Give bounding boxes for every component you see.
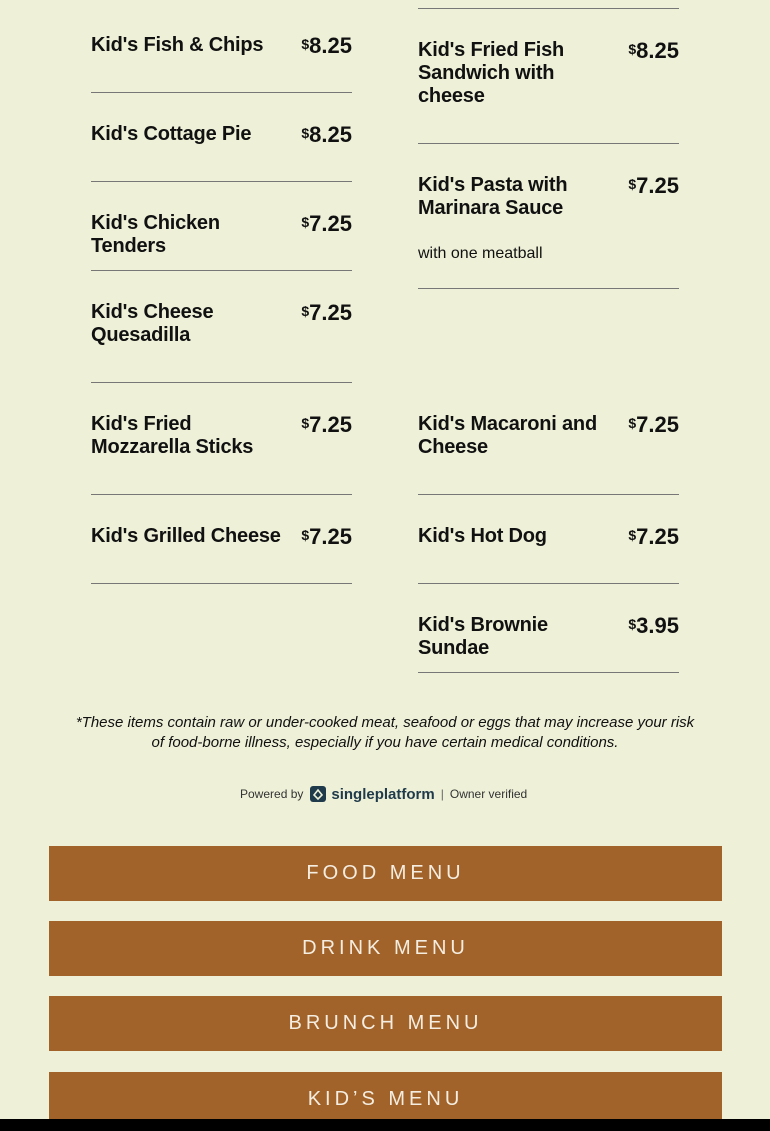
brunch-menu-button[interactable]: BRUNCH MENU [49, 996, 722, 1051]
price-value: 7.25 [309, 412, 352, 437]
bottom-bar [0, 1119, 770, 1131]
kids-menu-button[interactable]: KID’S MENU [49, 1072, 722, 1127]
powered-by-label: Powered by [240, 787, 304, 801]
item-name: Kid's Pasta with Marinara Sauce [418, 174, 568, 219]
singleplatform-logo-icon [309, 785, 327, 803]
price-value: 8.25 [636, 38, 679, 63]
divider [418, 494, 679, 495]
item-name: Kid's Fish & Chips [91, 34, 264, 56]
divider [91, 583, 352, 584]
item-name: Kid's Brownie Sundae [418, 614, 548, 659]
divider [91, 92, 352, 93]
divider [418, 288, 679, 289]
item-price [628, 39, 679, 62]
price-value: 7.25 [636, 524, 679, 549]
currency-symbol: $ [628, 176, 637, 192]
currency-symbol: $ [628, 415, 637, 431]
item-name: Kid's Grilled Cheese [91, 525, 281, 547]
currency-symbol: $ [628, 616, 637, 632]
item-name: Kid's Cheese Quesadilla [91, 301, 214, 346]
item-price [628, 614, 679, 637]
item-name: Kid's Fried Fish Sandwich with cheese [418, 39, 565, 107]
drink-menu-button[interactable]: DRINK MENU [49, 921, 722, 976]
item-price [301, 212, 352, 235]
divider [91, 181, 352, 182]
item-name: Kid's Chicken Tenders [91, 212, 220, 257]
item-price [301, 34, 352, 57]
currency-symbol: $ [301, 125, 310, 141]
currency-symbol: $ [628, 527, 637, 543]
price-value: 7.25 [309, 524, 352, 549]
divider [418, 583, 679, 584]
currency-symbol: $ [301, 214, 310, 230]
allergy-disclaimer: *These items contain raw or under-cooked meat, seafood or eggs that may increase your risk of food-borne illness, especially if you have certain medical conditions. [75, 714, 695, 751]
item-price [628, 525, 679, 548]
price-value: 8.25 [309, 33, 352, 58]
item-price [628, 174, 679, 197]
separator: | [440, 787, 444, 801]
item-price [301, 413, 352, 436]
singleplatform-brand: singleplatform [331, 785, 435, 803]
divider [418, 143, 679, 144]
price-value: 3.95 [636, 613, 679, 638]
divider [418, 672, 679, 673]
price-value: 8.25 [309, 122, 352, 147]
owner-verified-label: Owner verified [449, 787, 528, 801]
currency-symbol: $ [301, 36, 310, 52]
price-value: 7.25 [636, 412, 679, 437]
item-price [301, 123, 352, 146]
item-name: Kid's Cottage Pie [91, 123, 252, 145]
item-name: Kid's Fried Mozzarella Sticks [91, 413, 254, 458]
item-description: with one meatball [418, 245, 543, 262]
price-value: 7.25 [309, 211, 352, 236]
currency-symbol: $ [301, 527, 310, 543]
item-price [301, 301, 352, 324]
divider [91, 382, 352, 383]
item-name: Kid's Macaroni and Cheese [418, 413, 597, 458]
currency-symbol: $ [301, 303, 310, 319]
divider [418, 8, 679, 9]
divider [91, 494, 352, 495]
price-value: 7.25 [636, 173, 679, 198]
currency-symbol: $ [628, 41, 637, 57]
food-menu-button[interactable]: FOOD MENU [49, 846, 722, 901]
item-price [301, 525, 352, 548]
price-value: 7.25 [309, 300, 352, 325]
item-price [628, 413, 679, 436]
item-name: Kid's Hot Dog [418, 525, 547, 547]
divider [91, 270, 352, 271]
currency-symbol: $ [301, 415, 310, 431]
powered-by-badge[interactable] [240, 782, 540, 806]
